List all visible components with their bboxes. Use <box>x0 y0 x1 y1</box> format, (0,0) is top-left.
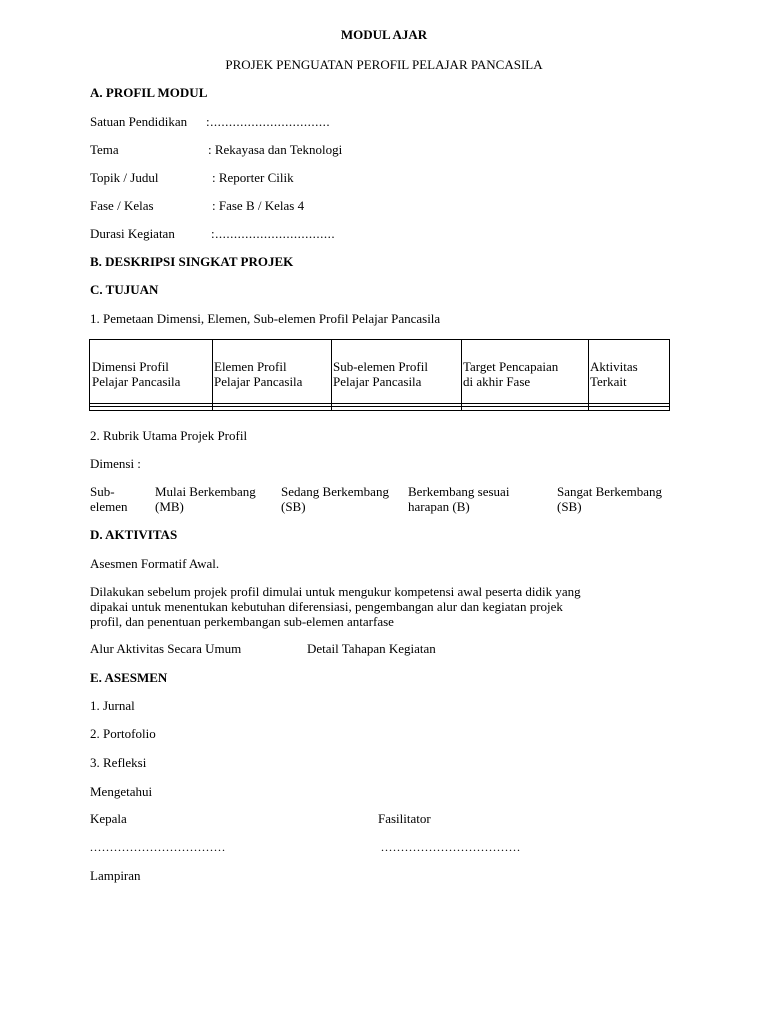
section-c-heading: C. TUJUAN <box>90 282 159 297</box>
section-e-heading: E. ASESMEN <box>90 670 168 685</box>
table-header-aktivitas <box>590 359 638 389</box>
section-b-heading: B. DESKRIPSI SINGKAT PROJEK <box>90 254 294 269</box>
signature-line-fasilitator: ................................... <box>381 840 521 854</box>
table-header-target <box>463 359 558 389</box>
document-title: MODUL AJAR <box>340 27 428 42</box>
table-header-line: Target Pencapaian <box>463 359 559 374</box>
rubric-b <box>408 484 509 514</box>
table-header-line: Pelajar Pancasila <box>214 374 303 389</box>
table-rule <box>90 403 669 404</box>
rubric-line: (SB) <box>281 499 306 514</box>
aktivitas-paragraph <box>90 584 581 629</box>
table-rule <box>90 406 669 407</box>
document-subtitle: PROJEK PENGUATAN PEROFIL PELAJAR PANCASILA <box>225 57 543 72</box>
rubric-line: Mulai Berkembang <box>155 484 256 499</box>
field-label-durasi: Durasi Kegiatan <box>90 226 175 241</box>
table-header-line: Sub-elemen Profil <box>333 359 428 374</box>
tujuan-item-2: 2. Rubrik Utama Projek Profil <box>90 428 248 443</box>
field-label-tema: Tema <box>90 142 119 157</box>
field-label-satuan: Satuan Pendidikan <box>90 114 188 129</box>
asesmen-formatif: Asesmen Formatif Awal. <box>90 556 220 571</box>
asesmen-item-refleksi: 3. Refleksi <box>90 755 147 770</box>
field-value-tema: : Rekayasa dan Teknologi <box>208 142 343 157</box>
table-divider <box>331 340 332 410</box>
rubric-line: elemen <box>90 499 128 514</box>
fasilitator-label: Fasilitator <box>378 811 431 826</box>
rubric-mb <box>155 484 256 514</box>
asesmen-item-portofolio: 2. Portofolio <box>90 726 156 741</box>
dimensi-label: Dimensi : <box>90 456 141 471</box>
table-header-line: Aktivitas <box>590 359 638 374</box>
field-label-fase: Fase / Kelas <box>90 198 154 213</box>
rubric-sb <box>281 484 389 514</box>
table-header-line: Pelajar Pancasila <box>92 374 181 389</box>
rubric-line: harapan (B) <box>408 499 470 514</box>
table-header-line: Terkait <box>590 374 627 389</box>
rubric-subelemen <box>90 484 128 514</box>
detail-tahapan: Detail Tahapan Kegiatan <box>307 641 436 656</box>
rubric-line: Sangat Berkembang <box>557 484 663 499</box>
paragraph-line: profil, dan penentuan perkembangan sub-elemen antarfase <box>90 614 394 629</box>
field-value-fase: : Fase B / Kelas 4 <box>212 198 305 213</box>
asesmen-item-jurnal: 1. Jurnal <box>90 698 135 713</box>
kepala-label: Kepala <box>90 811 127 826</box>
table-header-line: Dimensi Profil <box>92 359 169 374</box>
section-d-heading: D. AKTIVITAS <box>90 527 178 542</box>
rubric-line: (SB) <box>557 499 582 514</box>
rubric-line: Sedang Berkembang <box>281 484 389 499</box>
table-divider <box>212 340 213 410</box>
rubric-sangat <box>557 484 662 514</box>
table-header-line: Elemen Profil <box>214 359 287 374</box>
rubric-line: Berkembang sesuai <box>408 484 510 499</box>
rubric-line: (MB) <box>155 499 184 514</box>
signature-line-kepala: .................................. <box>90 840 226 854</box>
lampiran-label: Lampiran <box>90 868 141 883</box>
table-divider <box>461 340 462 410</box>
field-label-topik: Topik / Judul <box>90 170 159 185</box>
field-value-topik: : Reporter Cilik <box>212 170 294 185</box>
table-divider <box>588 340 589 410</box>
table-header-subelemen <box>333 359 428 389</box>
rubric-line: Sub- <box>90 484 115 499</box>
alur-aktivitas: Alur Aktivitas Secara Umum <box>90 641 242 656</box>
field-value-satuan: :................................ <box>206 114 331 129</box>
section-a-heading: A. PROFIL MODUL <box>90 85 208 100</box>
mengetahui-label: Mengetahui <box>90 784 153 799</box>
table-header-line: Pelajar Pancasila <box>333 374 422 389</box>
paragraph-line: Dilakukan sebelum projek profil dimulai untuk mengukur kompetensi awal peserta didik yang <box>90 584 581 599</box>
tujuan-item-1: 1. Pemetaan Dimensi, Elemen, Sub-elemen Profil Pelajar Pancasila <box>90 311 441 326</box>
table-header-dimensi <box>92 359 180 389</box>
field-value-durasi: :................................ <box>211 226 336 241</box>
paragraph-line: dipakai untuk menentukan kebutuhan diferensiasi, pengembangan alur dan kegiatan projek <box>90 599 563 614</box>
table-header-line: di akhir Fase <box>463 374 531 389</box>
table-header-elemen <box>214 359 302 389</box>
pemetaan-table <box>89 339 670 411</box>
